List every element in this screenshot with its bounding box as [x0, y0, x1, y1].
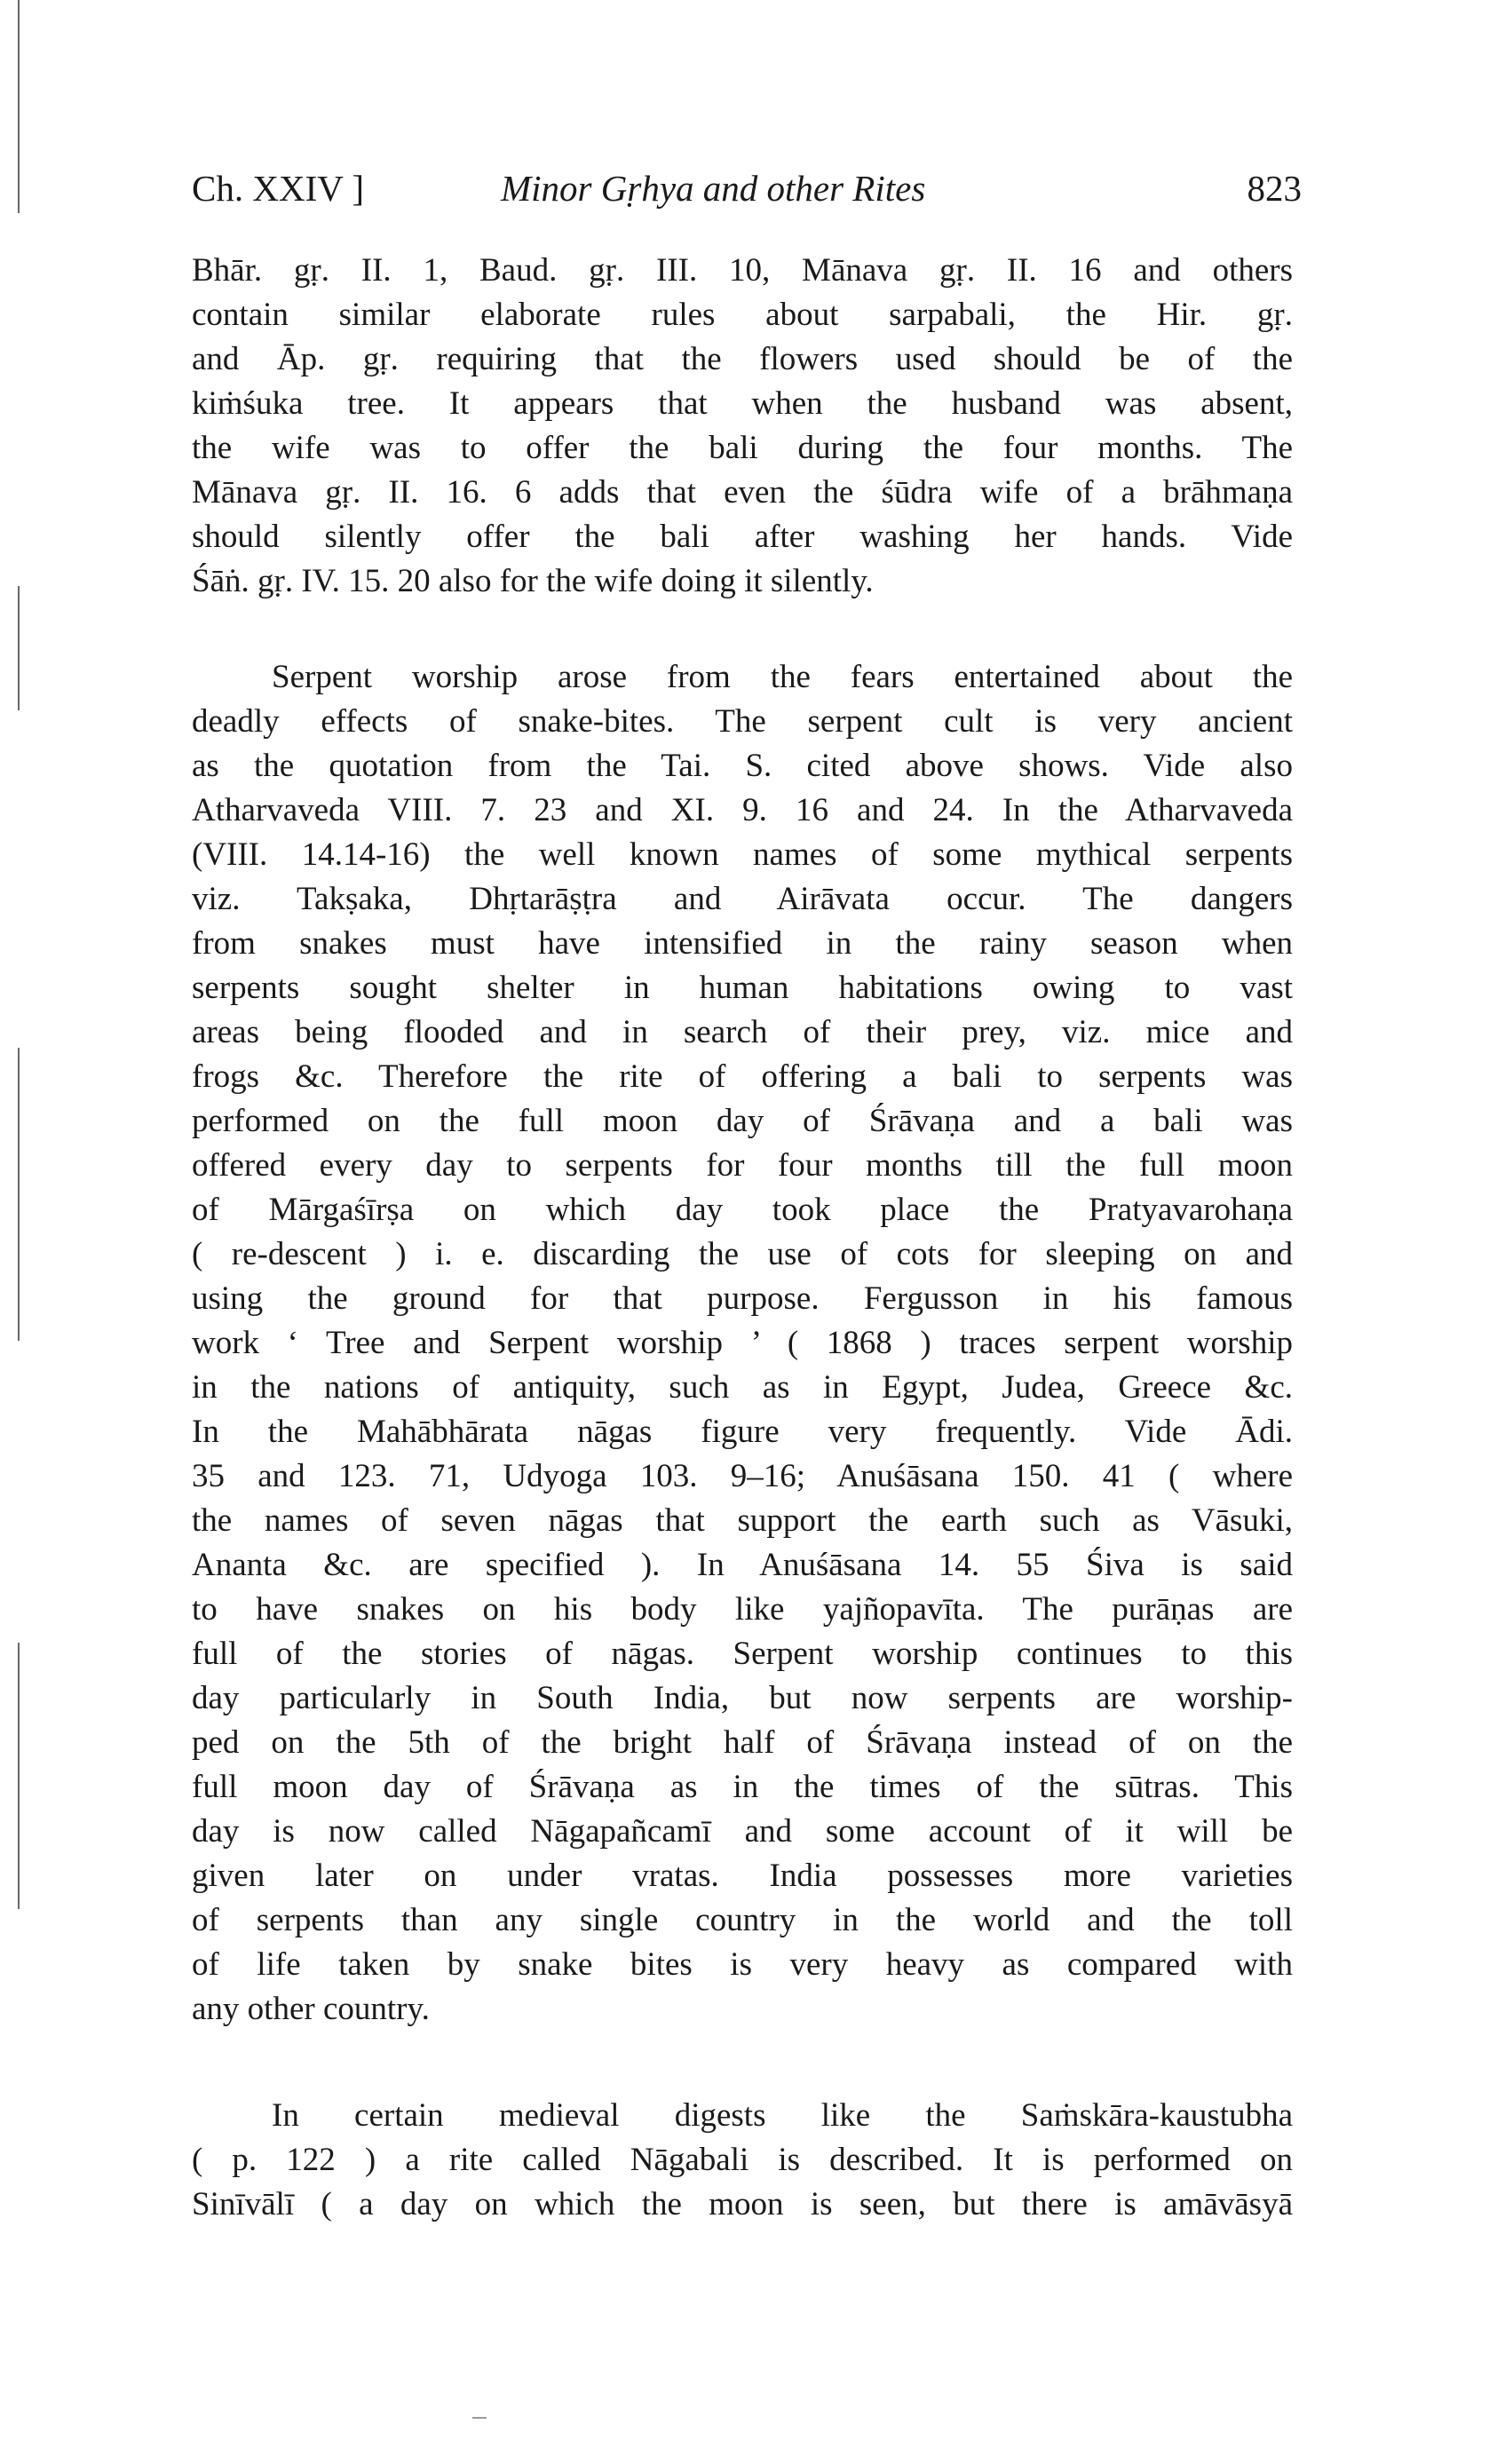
margin-rule-lower	[18, 1048, 20, 1341]
text-line: viz. Takṣaka, Dhṛtarāṣṭra and Airāvata occur. The dangers	[192, 881, 1293, 917]
text-line: (VIII. 14.14-16) the well known names of some mythical serpents	[192, 836, 1293, 873]
page-header	[192, 167, 1302, 220]
text-line: in the nations of antiquity, such as in Egypt, Judea, Greece &c.	[192, 1369, 1293, 1406]
text-line: Bhār. gṛ. II. 1, Baud. gṛ. III. 10, Mānava gṛ. II. 16 and others	[192, 252, 1293, 289]
text-line: the wife was to offer the bali during the four months. The	[192, 430, 1293, 466]
text-line: given later on under vratas. India possesses more varieties	[192, 1858, 1293, 1894]
text-line: frogs &c. Therefore the rite of offering a bali to serpents was	[192, 1058, 1293, 1095]
paragraph-1	[192, 249, 1293, 604]
text-line: from snakes must have intensified in the rainy season when	[192, 925, 1293, 962]
text-line: should silently offer the bali after washing her hands. Vide	[192, 519, 1293, 555]
text-line: any other country.	[192, 1991, 430, 2027]
text-line: deadly effects of snake-bites. The serpent cult is very ancient	[192, 703, 1293, 740]
text-line: as the quotation from the Tai. S. cited above shows. Vide also	[192, 748, 1293, 784]
text-line: to have snakes on his body like yajñopavīta. The purāṇas are	[192, 1591, 1293, 1628]
text-line: Sinīvālī ( a day on which the moon is seen, but there is amāvāsyā	[192, 2186, 1293, 2222]
text-line: and Āp. gṛ. requiring that the flowers used should be of the	[192, 341, 1293, 377]
text-line: serpents sought shelter in human habitations owing to vast	[192, 970, 1293, 1006]
text-line: day particularly in South India, but now serpents are worship-	[192, 1680, 1293, 1716]
text-line: 35 and 123. 71, Udyoga 103. 9–16; Anuśāsana 150. 41 ( where	[192, 1458, 1293, 1494]
margin-rule-bottom	[18, 1643, 20, 1909]
text-line: ( re-descent ) i. e. discarding the use of cots for sleeping on and	[192, 1236, 1293, 1272]
margin-rule-top	[18, 0, 20, 213]
text-line: Atharvaveda VIII. 7. 23 and XI. 9. 16 and 24. In the Atharvaveda	[192, 792, 1293, 828]
text-line: offered every day to serpents for four months till the full moon	[192, 1147, 1293, 1184]
text-line: areas being flooded and in search of their prey, viz. mice and	[192, 1014, 1293, 1050]
text-line: performed on the full moon day of Śrāvaṇa and a bali was	[192, 1103, 1293, 1139]
running-title: Minor Gṛhya and other Rites	[501, 168, 926, 209]
text-line: full of the stories of nāgas. Serpent worship continues to this	[192, 1636, 1293, 1672]
text-line: using the ground for that purpose. Fergusson in his famous	[192, 1280, 1293, 1317]
text-line: Ananta &c. are specified ). In Anuśāsana 14. 55 Śiva is said	[192, 1547, 1293, 1583]
text-line: ( p. 122 ) a rite called Nāgabali is described. It is performed on	[192, 2142, 1293, 2178]
text-line: In the Mahābhārata nāgas figure very frequently. Vide Ādi.	[192, 1414, 1293, 1450]
chapter-label: Ch. XXIV ]	[192, 168, 364, 209]
text-line: ped on the 5th of the bright half of Śrāvaṇa instead of on the	[192, 1724, 1293, 1761]
text-line: Śāṅ. gṛ. IV. 15. 20 also for the wife doing it silently.	[192, 563, 874, 599]
text-line: full moon day of Śrāvaṇa as in the times of the sūtras. This	[192, 1769, 1293, 1805]
text-line: work ‘ Tree and Serpent worship ’ ( 1868 ) traces serpent worship	[192, 1325, 1293, 1361]
paragraph-3	[192, 2094, 1293, 2227]
page-number: 823	[1247, 168, 1302, 209]
bottom-mark	[472, 2417, 487, 2419]
text-line: day is now called Nāgapañcamī and some account of it will be	[192, 1813, 1293, 1850]
text-line: the names of seven nāgas that support the earth such as Vāsuki,	[192, 1502, 1293, 1539]
text-line: Mānava gṛ. II. 16. 6 adds that even the śūdra wife of a brāhmaṇa	[192, 474, 1293, 511]
margin-rule-middle	[18, 586, 20, 710]
text-line: of life taken by snake bites is very heavy as compared with	[192, 1946, 1293, 1983]
text-line: In certain medieval digests like the Saṁskāra-kaustubha	[272, 2097, 1293, 2134]
text-line: Serpent worship arose from the fears entertained about the	[272, 659, 1293, 695]
text-line: of Mārgaśīrṣa on which day took place the Pratyavarohaṇa	[192, 1192, 1293, 1228]
text-line: of serpents than any single country in the world and the toll	[192, 1902, 1293, 1938]
paragraph-2	[192, 655, 1293, 2032]
text-line: contain similar elaborate rules about sarpabali, the Hir. gṛ.	[192, 297, 1293, 333]
text-line: kiṁśuka tree. It appears that when the husband was absent,	[192, 385, 1293, 422]
